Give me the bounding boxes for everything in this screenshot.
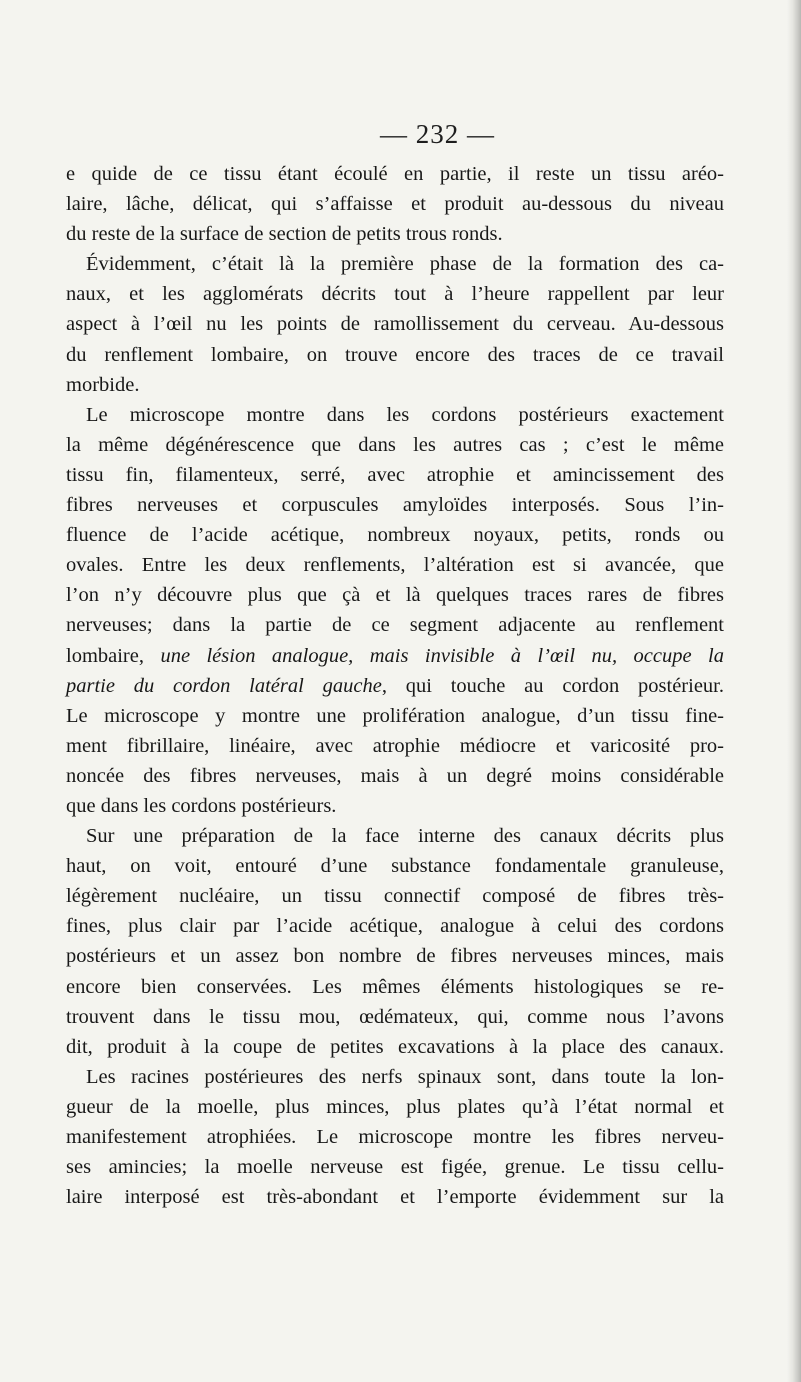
text-line: nerveuses; dans la partie de ce segment adjacente au renflement xyxy=(66,614,724,637)
text-line: tissu fin, filamenteux, serré, avec atrophie et amincissement des xyxy=(66,463,724,486)
text-line: trouvent dans le tissu mou, œdémateux, qui, comme nous l’avons xyxy=(66,1005,724,1028)
text-line: légèrement nucléaire, un tissu connectif composé de fibres très- xyxy=(66,885,724,908)
page-edge-shadow xyxy=(787,0,801,1382)
text-line: aspect à l’œil nu les points de ramollissement du cerveau. Au-dessous xyxy=(66,313,724,336)
text-line: Le microscope y montre une prolifération analogue, d’un tissu fine- xyxy=(66,704,724,727)
text-line: encore bien conservées. Les mêmes éléments histologiques se re- xyxy=(66,975,724,998)
text-line: Évidemment, c’était là la première phase de la formation des ca- xyxy=(86,253,724,276)
text-line: partie du cordon latéral gauche, qui touche au cordon postérieur. xyxy=(66,674,724,697)
text-line: fibres nerveuses et corpuscules amyloïdes interposés. Sous l’in- xyxy=(66,494,724,517)
text-line: laire, lâche, délicat, qui s’affaisse et produit au-dessous du niveau xyxy=(66,193,724,216)
text-line: e quide de ce tissu étant écoulé en partie, il reste un tissu aréo- xyxy=(66,163,724,185)
text-line: manifestement atrophiées. Le microscope montre les fibres nerveu- xyxy=(66,1126,724,1148)
page-number: — 232 — xyxy=(380,119,495,149)
text-line: fines, plus clair par l’acide acétique, analogue à celui des cordons xyxy=(66,915,724,938)
text-line: la même dégénérescence que dans les autres cas ; c’est le même xyxy=(66,433,724,456)
text-line: haut, on voit, entouré d’une substance fondamentale granuleuse, xyxy=(66,855,724,878)
text-line: ment fibrillaire, linéaire, avec atrophie médiocre et varicosité pro- xyxy=(66,734,724,757)
body-text xyxy=(66,159,724,1212)
text-line: fluence de l’acide acétique, nombreux noyaux, petits, ronds ou xyxy=(66,524,724,547)
text-line: ovales. Entre les deux renflements, l’altération est si avancée, que xyxy=(66,554,724,577)
text-line: gueur de la moelle, plus minces, plus plates qu’à l’état normal et xyxy=(66,1095,724,1118)
text-line: postérieurs et un assez bon nombre de fibres nerveuses minces, mais xyxy=(66,945,724,968)
text-line: naux, et les agglomérats décrits tout à l’heure rappellent par leur xyxy=(66,283,724,306)
text-line: morbide. xyxy=(66,373,140,396)
text-line: dit, produit à la coupe de petites excavations à la place des canaux. xyxy=(66,1035,724,1058)
text-line: noncée des fibres nerveuses, mais à un degré moins considérable xyxy=(66,764,724,787)
text-line: l’on n’y découvre plus que çà et là quelques traces rares de fibres xyxy=(66,584,724,607)
text-line: lombaire, une lésion analogue, mais invisible à l’œil nu, occupe la xyxy=(66,644,724,667)
text-line: ses amincies; la moelle nerveuse est figée, grenue. Le tissu cellu- xyxy=(66,1156,724,1179)
text-line: laire interposé est très-abondant et l’emporte évidemment sur la xyxy=(66,1186,724,1209)
text-line: du reste de la surface de section de petits trous ronds. xyxy=(66,223,503,246)
text-line: du renflement lombaire, on trouve encore des traces de ce travail xyxy=(66,343,724,366)
text-line: que dans les cordons postérieurs. xyxy=(66,794,337,817)
text-line: Les racines postérieures des nerfs spinaux sont, dans toute la lon- xyxy=(86,1065,724,1088)
text-line: Sur une préparation de la face interne des canaux décrits plus xyxy=(86,825,724,848)
text-line: Le microscope montre dans les cordons postérieurs exactement xyxy=(86,403,724,426)
